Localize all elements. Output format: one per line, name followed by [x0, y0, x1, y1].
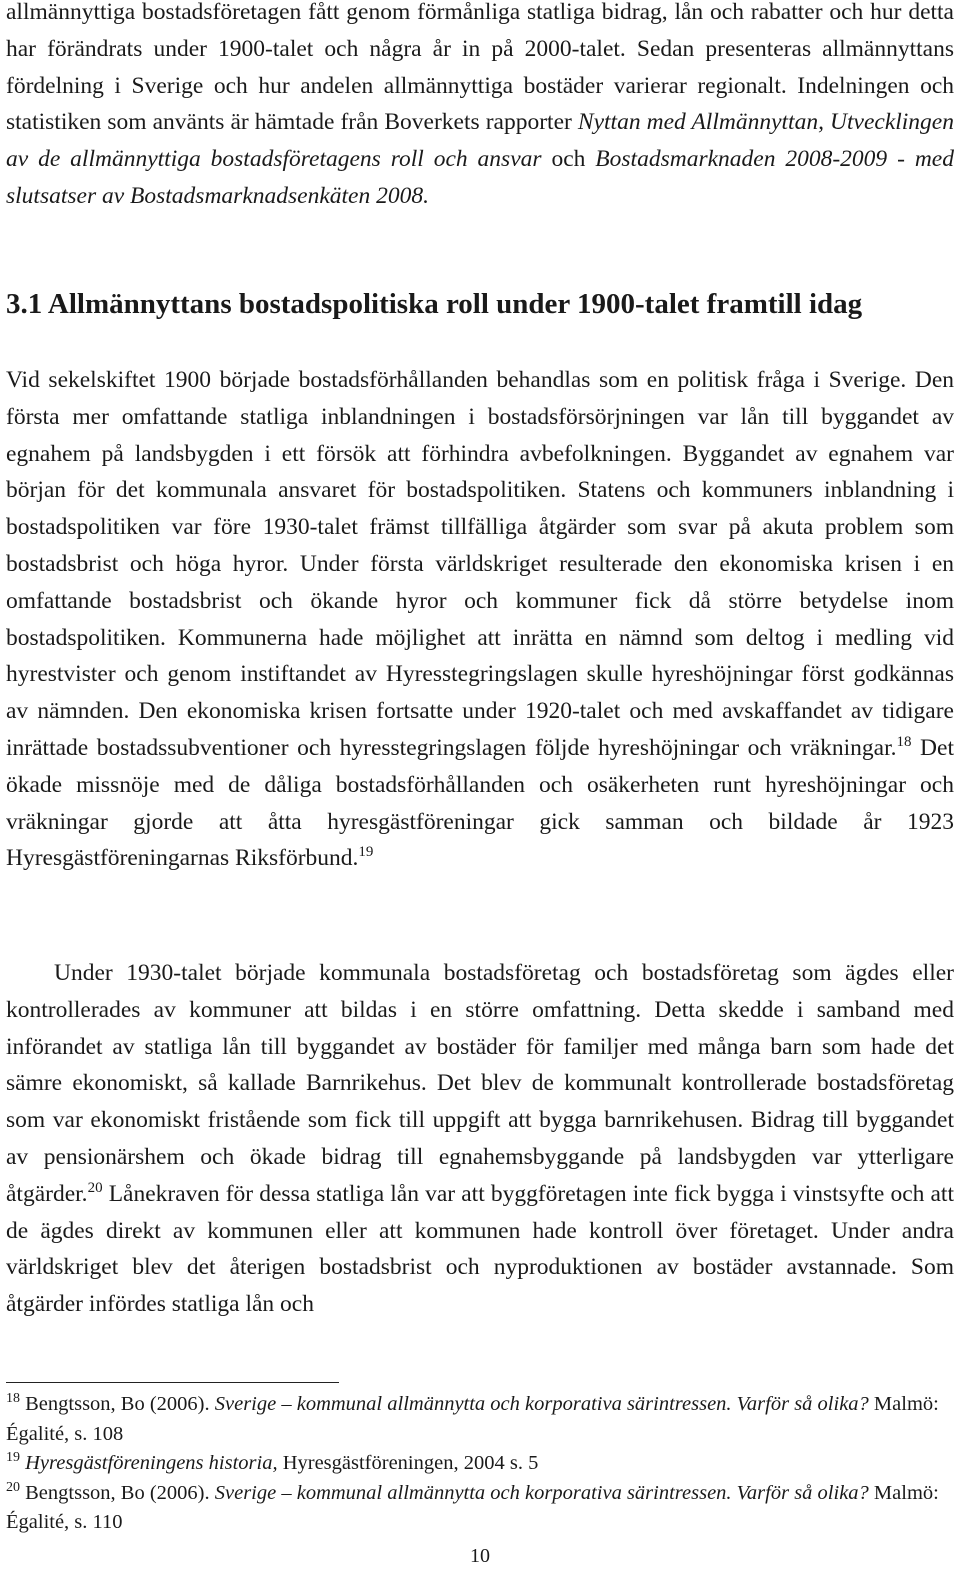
intro-text-2: och — [541, 146, 596, 173]
intro-text-1: allmännyttiga bostadsföretagen fått genom förmånliga statliga bidrag, lån och rabatter och hur detta har förändrats under 1900-talet och några år in på 2000-talet. Sedan presenteras allmännyttans fördelning i Sverige och hur andelen allmännyttiga bostäder varierar regionalt. Indelningen och statistiken som använts är hämtade från Boverkets rapporter — [6, 0, 954, 136]
intro-paragraph — [6, 0, 954, 215]
footnote-number: 20 — [6, 1479, 20, 1495]
paragraph-1-text-b: Det ökade missnöje med de dåliga bostadsförhållanden och osäkerheten runt hyreshöjningar och vräkningar gjorde att åtta hyresgästföreningar gick samman och bildade år 1923 Hyresgästföreningarnas Riksförbund. — [6, 734, 954, 872]
footnote-title: Sverige – kommunal allmännytta och korporativa särintressen. Varför så olika? — [214, 1393, 869, 1415]
page-number: 10 — [470, 1545, 490, 1567]
footnote-20 — [6, 1479, 954, 1538]
footnote-title: Hyresgästföreningens historia, — [25, 1452, 278, 1474]
body-paragraph-2 — [6, 955, 954, 1323]
footnote-19 — [6, 1449, 954, 1479]
report-title-2: Bostadsmarknaden 2008-2009 - med slutsatser av Bostadsmarknadsenkäten 2008. — [6, 146, 954, 209]
footnote-text: Bengtsson, Bo (2006). — [20, 1481, 215, 1504]
section-heading: 3.1 Allmännyttans bostadspolitiska roll under 1900-talet framtill idag — [6, 288, 863, 320]
footnote-18 — [6, 1390, 954, 1449]
paragraph-2-text-b: Lånekraven för dessa statliga lån var att byggföretagen inte fick bygga i vinstsyfte och att de ägdes direkt av kommunen eller att kommunen hade kontroll över företaget. Under andra världskriget blev det återigen bostadsbrist och nyproduktionen av bostäder avstannade. Som åtgärder infördes statliga lån och — [6, 1180, 954, 1318]
footnote-title: Sverige – kommunal allmännytta och korporativa särintressen. Varför så olika? — [214, 1481, 869, 1504]
footnote-text: Hyresgästföreningen, 2004 s. 5 — [277, 1452, 539, 1474]
report-title-1: Nyttan med Allmännyttan, Utvecklingen av de allmännyttiga bostadsföretagens roll och ansvar — [6, 109, 954, 173]
footnote-number: 18 — [6, 1391, 20, 1407]
footnote-text: Malmö: Égalité, s. 108 — [6, 1393, 939, 1445]
footnote-divider — [6, 1382, 339, 1383]
footnote-ref-18[interactable]: 18 — [896, 734, 912, 751]
body-paragraph-1 — [6, 362, 954, 877]
footnote-ref-19[interactable]: 19 — [358, 844, 374, 861]
footnote-ref-20[interactable]: 20 — [87, 1179, 103, 1196]
footnote-text: Bengtsson, Bo (2006). — [20, 1393, 215, 1415]
paragraph-1-text-a: Vid sekelskiftet 1900 började bostadsförhållanden behandlas som en politisk fråga i Sverige. Den första mer omfattande statliga inblandningen i bostadsförsörjningen var lån till byggandet av egnahem på landsbygden i ett försök att förhindra avbefolkningen. Byggandet av egnahem var början för det kommunala ansvaret för bostadspolitiken. Statens och kommuners inblandning i bostadspolitiken var före 1930-talet främst tillfälliga åtgärder som svar på akuta problem som bostadsbrist och höga hyror. Under första världskriget resulterade den ekonomiska krisen i en omfattande bostadsbrist och ökande hyror och kommuner fick då större betydelse inom bostadspolitiken. Kommunerna hade möjlighet att inrätta en nämnd som deltog i medling vid hyrestvister och genom instiftandet av Hyresstegringslagen skulle hyreshöjningar först godkännas av nämnden. Den ekonomiska krisen fortsatte under 1920-talet och med avskaffandet av tidigare inrättade bostadssubventioner och hyresstegringslagen följde hyreshöjningar och vräkningar. — [6, 367, 954, 761]
footnote-number: 19 — [6, 1450, 20, 1466]
paragraph-2-text-a: Under 1930-talet började kommunala bostadsföretag och bostadsföretag som ägdes eller kontrollerades av kommuner att bildas i en större omfattning. Detta skedde i samband med införandet av statliga lån till byggandet av bostäder för familjer med många barn som hade det sämre ekonomiskt, så kallade Barnrikehus. Det blev de kommunalt kontrollerade bostadsföretag som var ekonomiskt fristående som fick till uppgift att bygga barnrikehusen. Bidrag till byggandet av pensionärshem och ökade bidrag till egnahemsbyggande på landsbygden var ytterligare åtgärder. — [6, 960, 954, 1207]
footnote-text: Malmö: Égalité, s. 110 — [6, 1481, 939, 1533]
footnotes — [6, 1390, 954, 1538]
